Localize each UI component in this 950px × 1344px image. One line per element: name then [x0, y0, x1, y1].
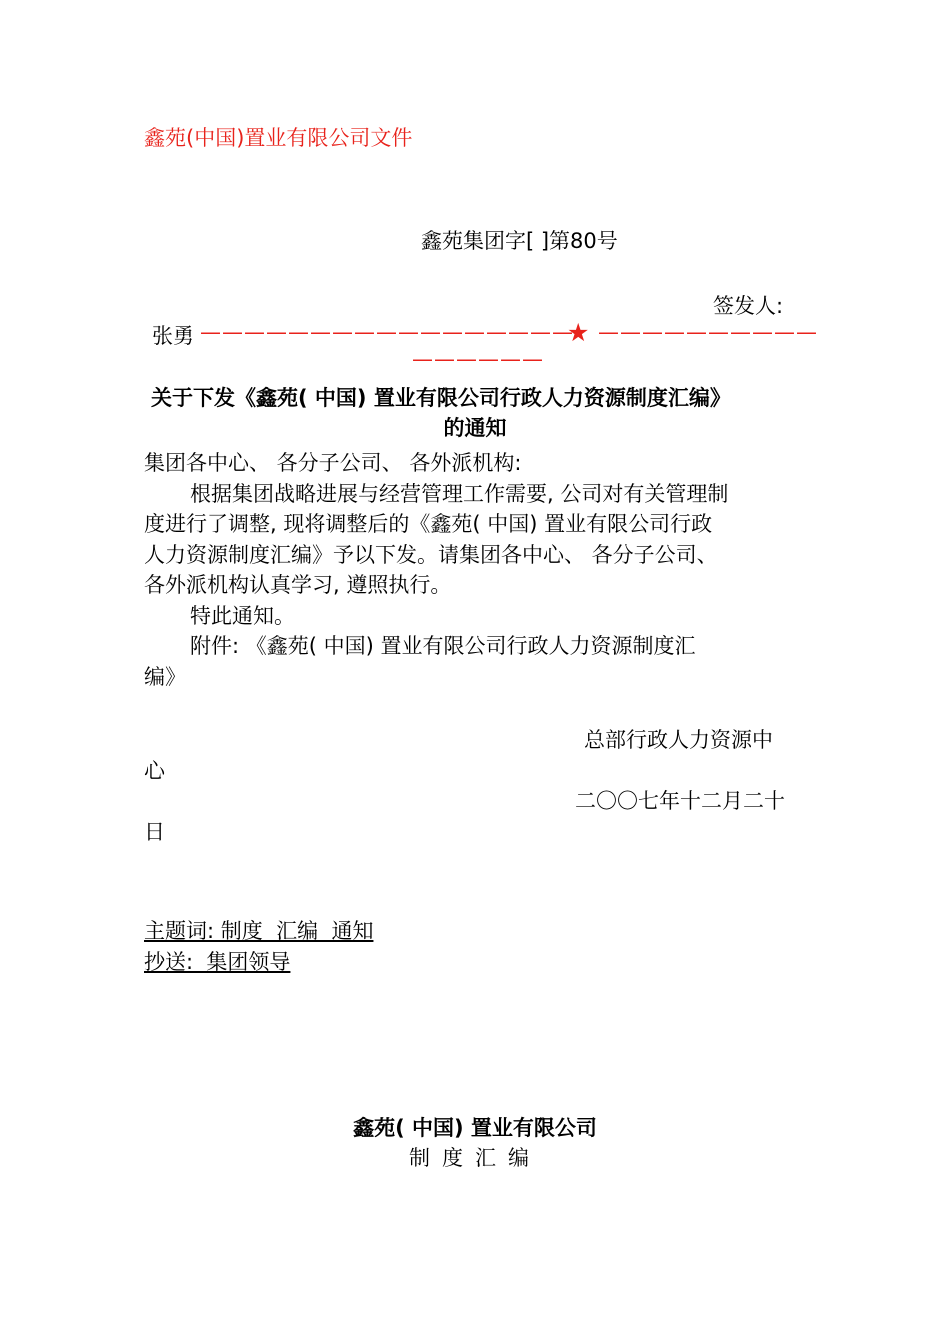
subject-keywords: 主题词: 制度 汇编 通知	[144, 919, 374, 943]
document-header-title: 鑫苑(中国)置业有限公司文件	[144, 126, 413, 150]
footer-subtitle: 制度汇编	[409, 1146, 541, 1170]
red-divider-continued: ——————	[412, 347, 544, 371]
signer-label: 签发人:	[713, 294, 784, 318]
red-divider-left: —————————————————	[200, 320, 574, 344]
attachment-line: 编》	[144, 665, 186, 689]
notice-closing: 特此通知。	[190, 604, 295, 628]
red-divider-right: ——————————	[598, 320, 818, 344]
issuing-department: 总部行政人力资源中	[584, 728, 773, 752]
cc-recipients: 抄送: 集团领导	[144, 950, 291, 974]
signer-name: 张勇	[152, 324, 194, 348]
issue-date: 二〇〇七年十二月二十	[575, 789, 785, 813]
body-paragraph-line: 人力资源制度汇编》予以下发。请集团各中心、 各分子公司、	[144, 543, 718, 567]
notice-title-line2: 的通知	[443, 416, 507, 440]
footer-company-name: 鑫苑( 中国) 置业有限公司	[353, 1116, 597, 1140]
issue-date-continued: 日	[144, 820, 165, 844]
addressee: 集团各中心、 各分子公司、 各外派机构:	[144, 451, 522, 475]
notice-title-line1: 关于下发《鑫苑( 中国) 置业有限公司行政人力资源制度汇编》	[151, 386, 731, 410]
body-paragraph-line: 根据集团战略进展与经营管理工作需要, 公司对有关管理制	[190, 482, 729, 506]
body-paragraph-line: 各外派机构认真学习, 遵照执行。	[144, 573, 452, 597]
red-star-icon: ★	[567, 318, 590, 347]
document-number: 鑫苑集团字[ ]第80号	[421, 229, 618, 253]
issuing-department-continued: 心	[144, 759, 165, 783]
body-paragraph-line: 度进行了调整, 现将调整后的《鑫苑( 中国) 置业有限公司行政	[144, 512, 713, 536]
attachment-line: 附件: 《鑫苑( 中国) 置业有限公司行政人力资源制度汇	[190, 634, 696, 658]
